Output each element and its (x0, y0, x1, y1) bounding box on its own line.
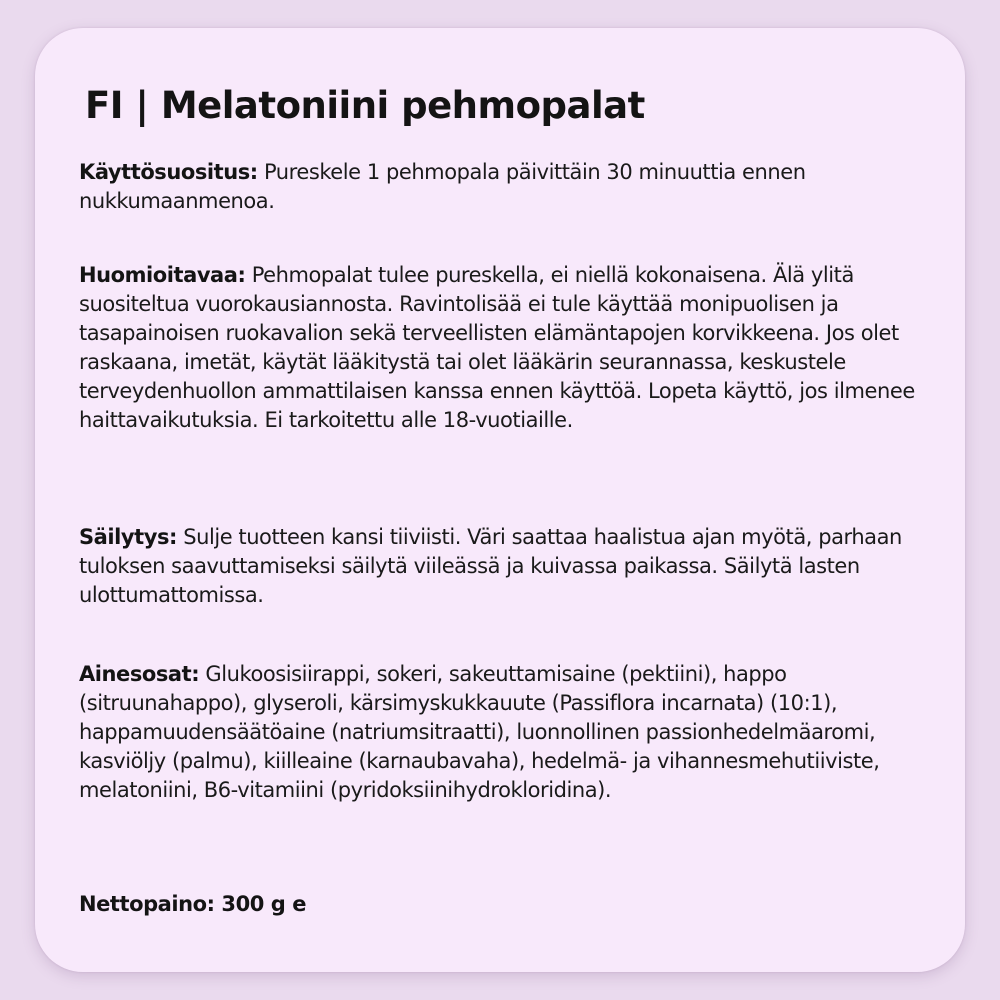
usage-label: Käyttösuositus: (79, 160, 258, 184)
ingredients-text: Glukoosisiirappi, sokeri, sakeuttamisaine (pektiini), happo (sitruunahappo), glyseroli, kärsimyskukkauute (Passiflora incarnata) (10:1), happamuudensäätöaine (natriumsitraatti), luonnollinen passionhedelmäaromi, kasviöljy (palmu), kiilleaine (karnaubavaha), hedelmä- ja vihannesmehutiiviste, melatoniini, B6-vitamiini (pyridoksiinihydrokloridina). (79, 662, 880, 802)
usage-text: Pureskele 1 pehmopala päivittäin 30 minuuttia ennen nukkumaanmenoa. (79, 160, 806, 213)
usage-section (79, 158, 939, 216)
notes-section (79, 261, 939, 435)
notes-label: Huomioitavaa: (79, 263, 246, 287)
ingredients-section (79, 660, 939, 805)
net-weight-section (79, 890, 939, 919)
net-weight-label: Nettopaino: 300 g e (79, 892, 306, 916)
storage-text: Sulje tuotteen kansi tiiviisti. Väri saattaa haalistua ajan myötä, parhaan tuloksen saavuttamiseksi säilytä viileässä ja kuivassa paikassa. Säilytä lasten ulottumattomissa. (79, 525, 902, 607)
ingredients-label: Ainesosat: (79, 662, 200, 686)
label-card (35, 28, 965, 972)
storage-section (79, 523, 939, 610)
page-title: FI | Melatoniini pehmopalat (85, 84, 645, 127)
storage-label: Säilytys: (79, 525, 177, 549)
notes-text: Pehmopalat tulee pureskella, ei niellä kokonaisena. Älä ylitä suositeltua vuorokausiannosta. Ravintolisää ei tule käyttää monipuolisen ja tasapainoisen ruokavalion sekä terveellisten elämäntapojen korvikkeena. Jos olet raskaana, imetät, käytät lääkitystä tai olet lääkärin seurannassa, keskustele terveydenhuollon ammattilaisen kanssa ennen käyttöä. Lopeta käyttö, jos ilmenee haittavaikutuksia. Ei tarkoitettu alle 18-vuotiaille. (79, 263, 915, 432)
